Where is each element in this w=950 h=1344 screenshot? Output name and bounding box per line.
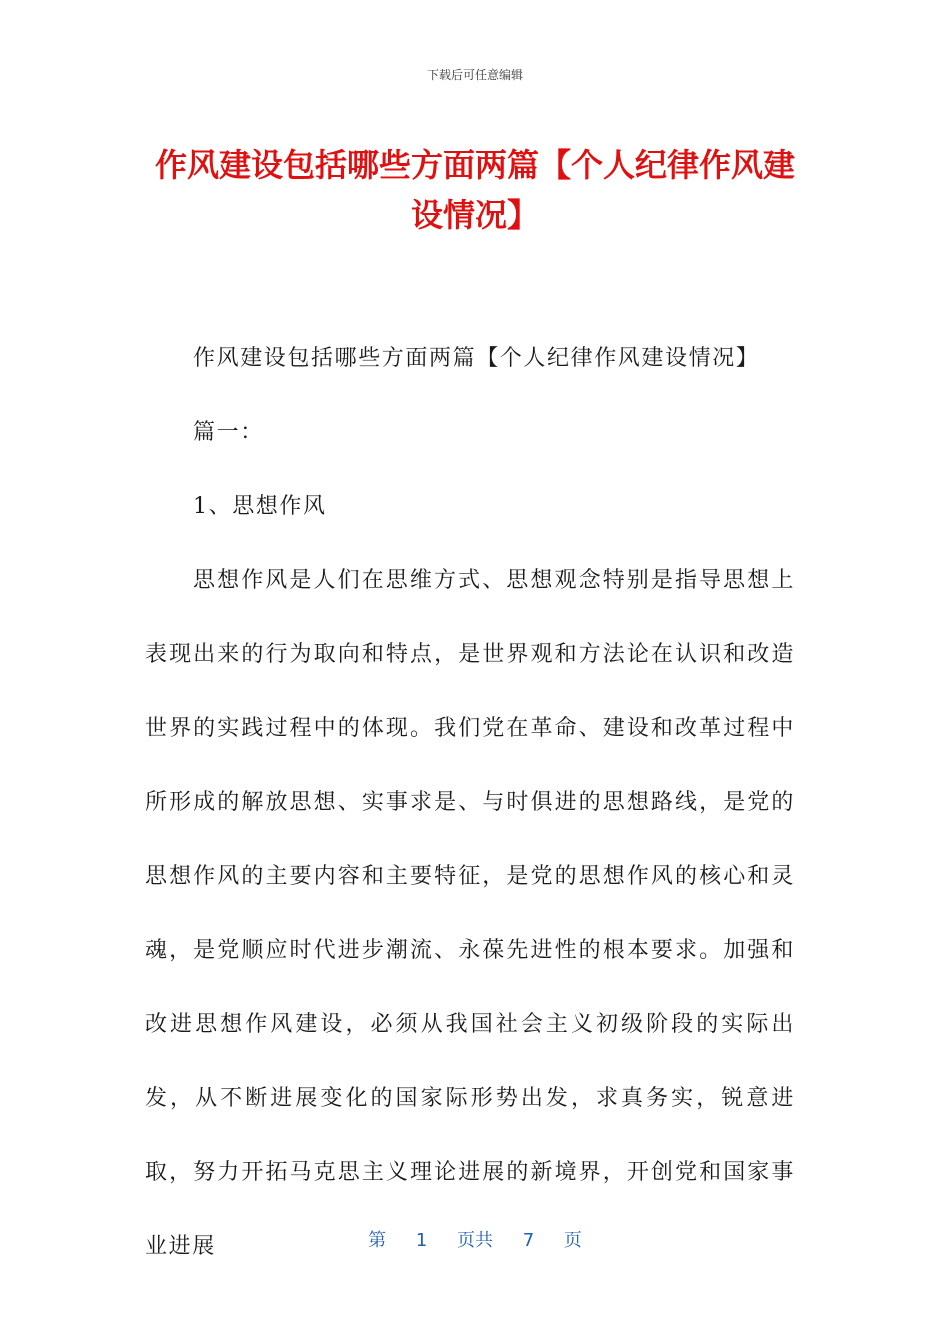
- section-label: 篇一：: [193, 420, 264, 445]
- document-title: 作风建设包括哪些方面两篇【个人纪律作风建设情况】: [154, 146, 795, 234]
- body-paragraph: 思想作风是人们在思维方式、思想观念特别是指导思想上表现出来的行为取向和特点，是世界观和方法论在认识和改造世界的实践过程中的体现。我们党在革命、建设和改革过程中所形成的解放思想、实事求是、与时俱进的思想路线，是党的思想作风的主要内容和主要特征，是党的思想作风的核心和灵魂，是党顺应时代进步潮流、永葆先进性的根本要求。加强和改进思想作风建设，必须从我国社会主义初级阶段的实际出发，从不断进展变化的国家际形势出发，求真务实，锐意进取，努力开拓马克思主义理论进展的新境界，开创党和国家事业进展: [145, 568, 795, 1259]
- footer-middle: 页共: [457, 1230, 493, 1251]
- footer-total-pages: 7: [522, 1230, 535, 1251]
- subtitle-line: 作风建设包括哪些方面两篇【个人纪律作风建设情况】: [193, 346, 760, 371]
- document-body: [145, 322, 795, 1284]
- footer-suffix: 页: [563, 1230, 582, 1251]
- footer-prefix: 第: [368, 1230, 387, 1251]
- page-footer: [0, 1226, 950, 1252]
- header-note: 下载后可任意编辑: [426, 68, 523, 82]
- footer-page-number: 1: [415, 1230, 428, 1251]
- section-heading: 1、思想作风: [193, 494, 327, 519]
